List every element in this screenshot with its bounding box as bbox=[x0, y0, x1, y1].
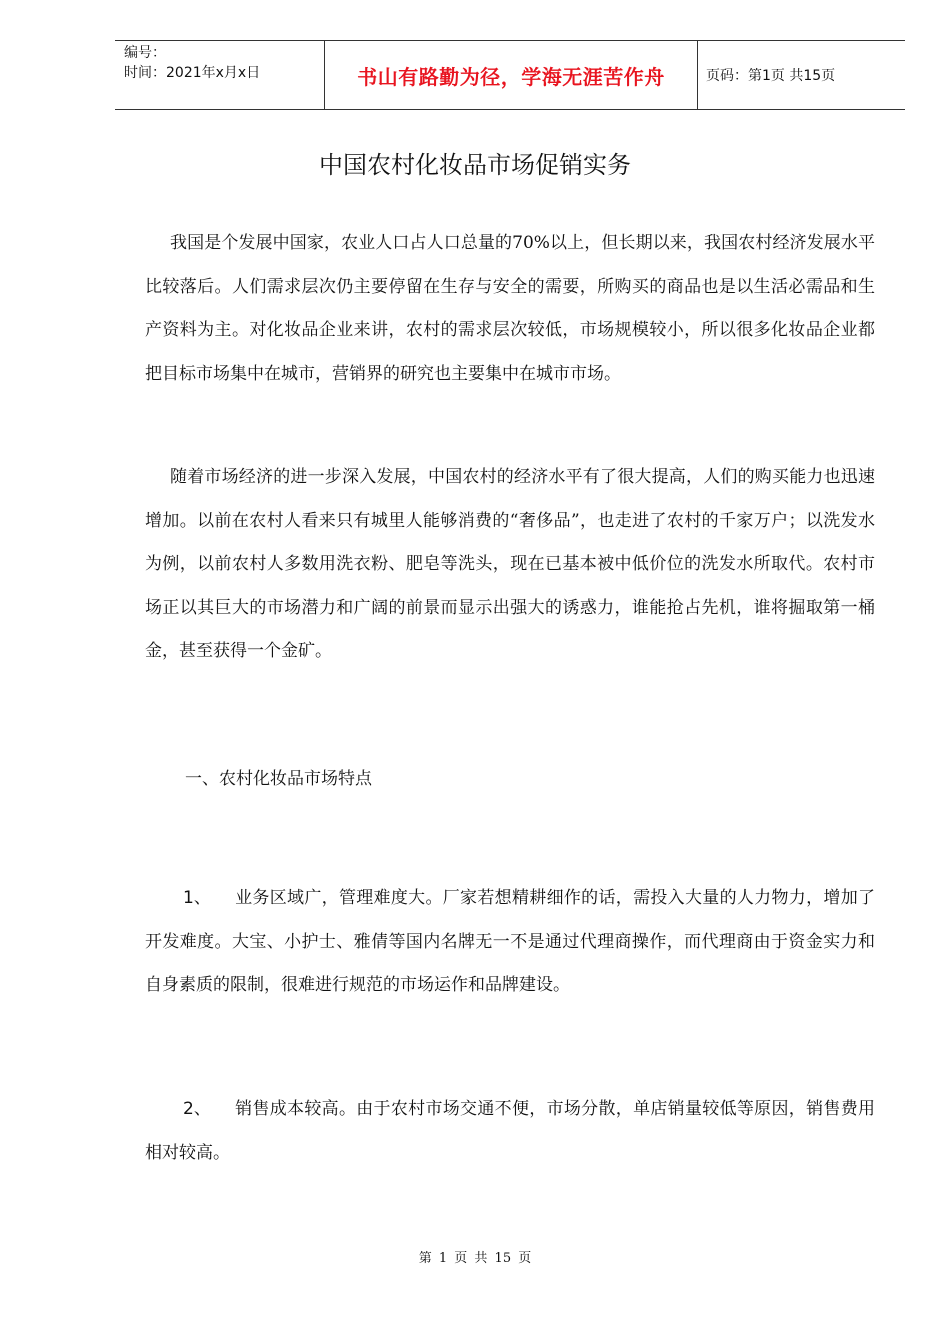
document-title: 中国农村化妆品市场促销实务 bbox=[319, 151, 631, 179]
list-item-text: 销售成本较高。由于农村市场交通不便，市场分散，单店销量较低等原因，销售费用相对较高。 bbox=[145, 1099, 875, 1163]
list-item-2 bbox=[145, 1088, 875, 1175]
paragraph-1: 我国是个发展中国家，农业人口占人口总量的70%以上，但长期以来，我国农村经济发展水平比较落后。人们需求层次仍主要停留在生存与安全的需要，所购买的商品也是以生活必需品和生产资料为主。对化妆品企业来讲，农村的需求层次较低，市场规模较小，所以很多化妆品企业都把目标市场集中在城市，营销界的研究也主要集中在城市市场。 bbox=[145, 233, 875, 384]
paragraph-2: 随着市场经济的进一步深入发展，中国农村的经济水平有了很大提高，人们的购买能力也迅速增加。以前在农村人看来只有城里人能够消费的“奢侈品”，也走进了农村的千家万户；以洗发水为例，以前农村人多数用洗衣粉、肥皂等洗头，现在已基本被中低价位的洗发水所取代。农村市场正以其巨大的市场潜力和广阔的前景而显示出强大的诱惑力，谁能抢占先机，谁将掘取第一桶金，甚至获得一个金矿。 bbox=[145, 467, 875, 661]
document-number-label: 编号： bbox=[124, 45, 166, 61]
section-heading: 一、农村化妆品市场特点 bbox=[185, 769, 372, 789]
header-motto: 书山有路勤为径，学海无涯苦作舟 bbox=[324, 41, 698, 109]
list-item-text: 业务区域广，管理难度大。厂家若想精耕细作的话，需投入大量的人力物力，增加了开发难度。大宝、小护士、雅倩等国内名牌无一不是通过代理商操作，而代理商由于资金实力和自身素质的限制，很难进行规范的市场运作和品牌建设。 bbox=[145, 888, 875, 995]
document-time-label: 时间：2021年x月x日 bbox=[124, 65, 261, 81]
list-item-1 bbox=[145, 877, 875, 1008]
page-header bbox=[115, 40, 905, 110]
list-item-number: 1、 bbox=[183, 888, 211, 908]
header-page-info: 页码：第1页 共15页 bbox=[706, 68, 836, 84]
page-footer: 第 1 页 共 15 页 bbox=[418, 1251, 532, 1266]
list-item-number: 2、 bbox=[183, 1099, 211, 1119]
header-meta bbox=[115, 41, 324, 109]
